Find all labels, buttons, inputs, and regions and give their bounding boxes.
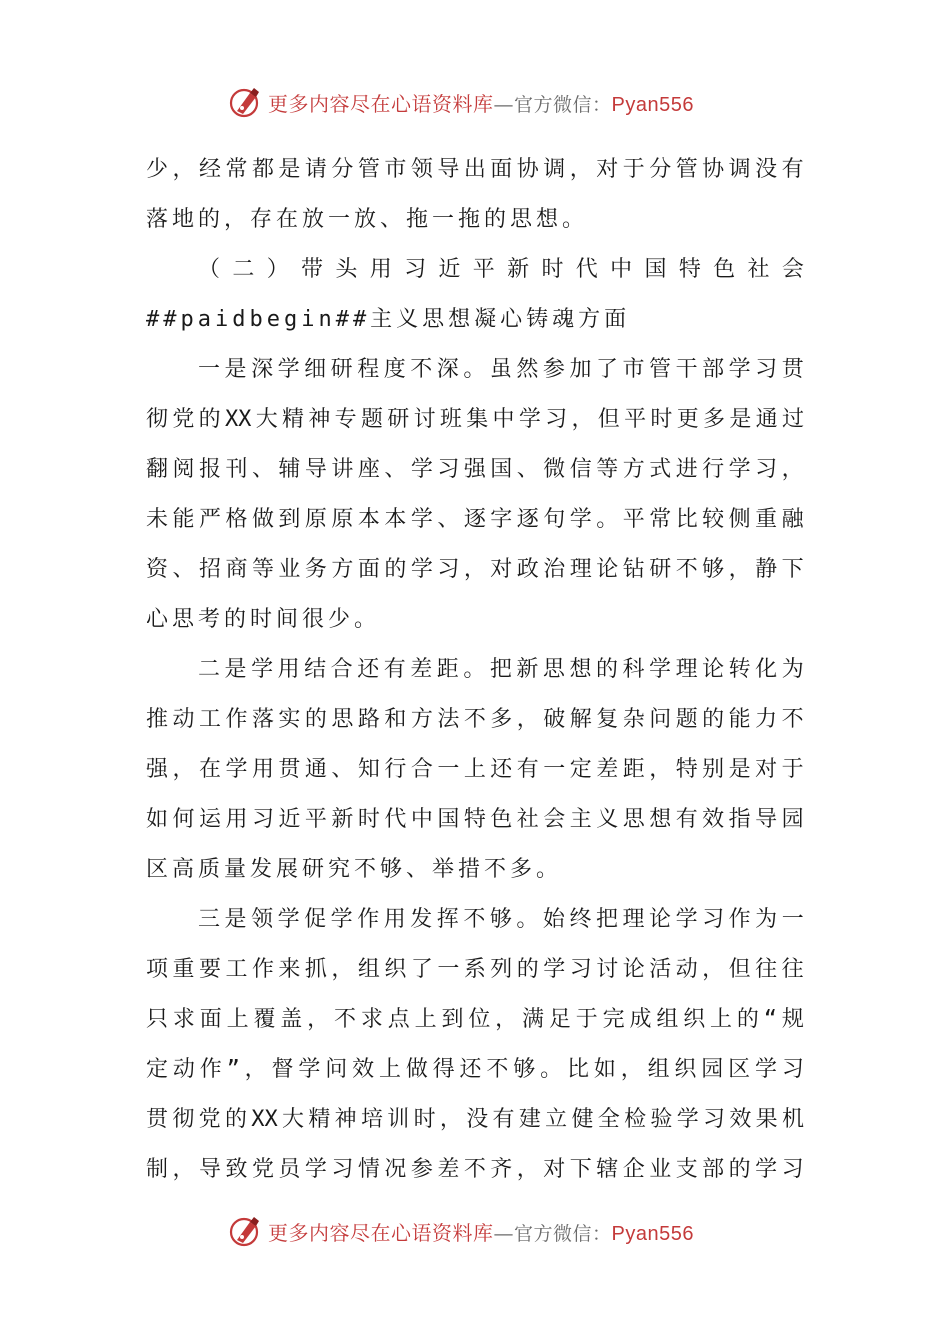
pen-nib-logo-icon xyxy=(228,84,264,120)
body-line: 心思考的时间很少。 xyxy=(146,607,381,632)
footer-watermark xyxy=(228,1211,694,1251)
body-line: 未 能 严 格 做 到 原 原 本 本 学 、 逐 字 逐 句 学 。 平 常 比 较 侧 重 融 xyxy=(146,507,804,532)
header-separator: — xyxy=(493,91,514,116)
footer-account: Pyan556 xyxy=(611,1222,694,1245)
pen-nib-logo-icon xyxy=(228,1213,264,1249)
body-line: 定 动 作 ” ， 督 学 问 效 上 做 得 还 不 够 。 比 如 ， 组 织 园 区 学 习 xyxy=(146,1057,804,1082)
header-watermark xyxy=(228,82,694,122)
footer-watermark-text xyxy=(268,1217,694,1246)
body-line: 彻 党 的 XX 大 精 神 专 题 研 讨 班 集 中 学 习 ， 但 平 时 更 多 是 通 过 xyxy=(146,407,804,432)
header-brand: 更多内容尽在心语资料库 xyxy=(268,91,494,116)
body-line: 项 重 要 工 作 来 抓 ， 组 织 了 一 系 列 的 学 习 讨 论 活 动 ， 但 往 往 xyxy=(146,957,804,982)
body-line: ##paidbegin##主义思想凝心铸魂方面 xyxy=(146,307,631,332)
body-line: 只 求 面 上 覆 盖 ， 不 求 点 上 到 位 ， 满 足 于 完 成 组 织 上 的 “ 规 xyxy=(146,1007,804,1032)
body-line: 一 是 深 学 细 研 程 度 不 深 。 虽 然 参 加 了 市 管 干 部 学 习 贯 xyxy=(198,357,804,382)
body-line: 落地的，存在放一放、拖一拖的思想。 xyxy=(146,207,589,232)
header-wechat-label: 官方微信： xyxy=(514,93,612,116)
footer-brand: 更多内容尽在心语资料库 xyxy=(268,1220,494,1245)
header-watermark-text xyxy=(268,88,694,117)
header-account: Pyan556 xyxy=(611,93,694,116)
body-line: 少 ， 经 常 都 是 请 分 管 市 领 导 出 面 协 调 ， 对 于 分 管 协 调 没 有 xyxy=(146,157,804,182)
body-line: 如 何 运 用 习 近 平 新 时 代 中 国 特 色 社 会 主 义 思 想 有 效 指 导 园 xyxy=(146,807,804,832)
body-line: 区高质量发展研究不够、举措不多。 xyxy=(146,857,563,882)
body-line: 三 是 领 学 促 学 作 用 发 挥 不 够 。 始 终 把 理 论 学 习 作 为 一 xyxy=(198,907,804,932)
body-line: 资 、 招 商 等 业 务 方 面 的 学 习 ， 对 政 治 理 论 钻 研 不 够 ， 静 下 xyxy=(146,557,804,582)
body-line: 强 ， 在 学 用 贯 通 、 知 行 合 一 上 还 有 一 定 差 距 ， 特 别 是 对 于 xyxy=(146,757,804,782)
body-line: 翻 阅 报 刊 、 辅 导 讲 座 、 学 习 强 国 、 微 信 等 方 式 进 行 学 习 ， xyxy=(146,457,804,482)
body-line: 推 动 工 作 落 实 的 思 路 和 方 法 不 多 ， 破 解 复 杂 问 题 的 能 力 不 xyxy=(146,707,804,732)
footer-separator: — xyxy=(493,1220,514,1245)
body-line: 二 是 学 用 结 合 还 有 差 距 。 把 新 思 想 的 科 学 理 论 转 化 为 xyxy=(198,657,804,682)
document-body xyxy=(146,145,804,1195)
body-line: 制 ， 导 致 党 员 学 习 情 况 参 差 不 齐 ， 对 下 辖 企 业 支 部 的 学 习 xyxy=(146,1157,804,1182)
body-line: （ 二 ） 带 头 用 习 近 平 新 时 代 中 国 特 色 社 会 xyxy=(198,257,804,282)
footer-wechat-label: 官方微信： xyxy=(514,1222,612,1245)
body-line: 贯 彻 党 的 XX 大 精 神 培 训 时 ， 没 有 建 立 健 全 检 验 学 习 效 果 机 xyxy=(146,1107,804,1132)
